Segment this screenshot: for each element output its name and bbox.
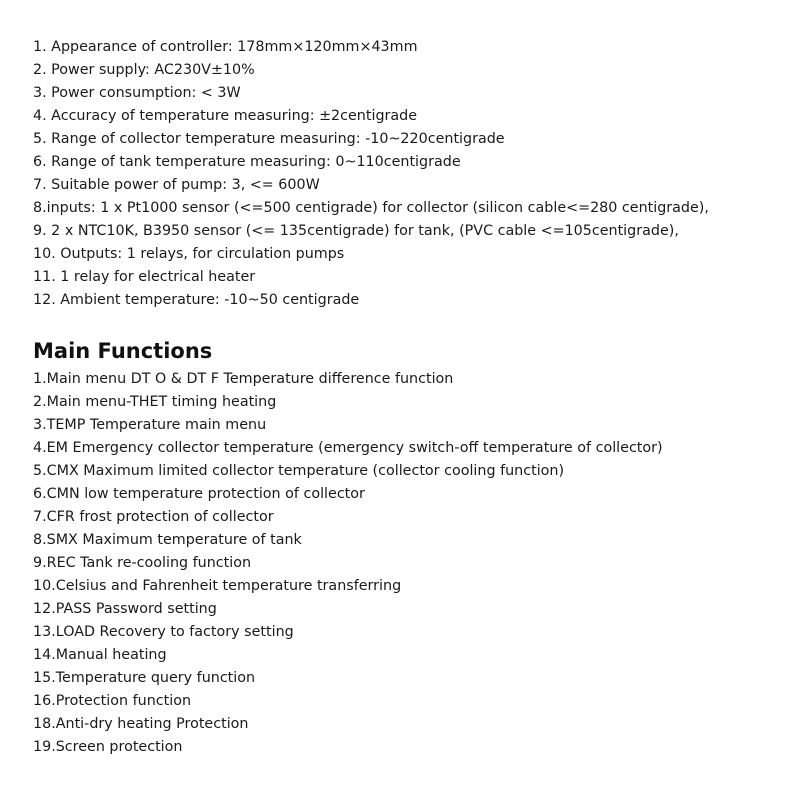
main-functions-list (33, 368, 793, 759)
spec-item: 3. Power consumption: < 3W (33, 85, 241, 101)
spec-item: 7. Suitable power of pump: 3, <= 600W (33, 177, 320, 193)
function-item: 15.Temperature query function (33, 670, 256, 686)
function-item: 12.PASS Password setting (33, 601, 217, 617)
function-item: 14.Manual heating (33, 647, 167, 663)
function-item: 8.SMX Maximum temperature of tank (33, 532, 302, 548)
function-item: 19.Screen protection (33, 739, 183, 755)
function-item: 4.EM Emergency collector temperature (emergency switch-off temperature of collector) (33, 440, 663, 456)
spec-item: 9. 2 x NTC10K, B3950 sensor (<= 135centigrade) for tank, (PVC cable <=105centigrade), (33, 223, 679, 239)
spec-item: 5. Range of collector temperature measuring: -10~220centigrade (33, 131, 505, 147)
spec-item: 2. Power supply: AC230V±10% (33, 62, 255, 78)
function-item: 9.REC Tank re-cooling function (33, 555, 252, 571)
function-item: 2.Main menu-THET timing heating (33, 394, 277, 410)
spec-item: 6. Range of tank temperature measuring: 0~110centigrade (33, 154, 461, 170)
function-item: 13.LOAD Recovery to factory setting (33, 624, 294, 640)
function-item: 5.CMX Maximum limited collector temperature (collector cooling function) (33, 463, 565, 479)
spec-item: 10. Outputs: 1 relays, for circulation pumps (33, 246, 345, 262)
spec-item: 11. 1 relay for electrical heater (33, 269, 256, 285)
spec-item: 4. Accuracy of temperature measuring: ±2centigrade (33, 108, 418, 124)
function-item: 7.CFR frost protection of collector (33, 509, 274, 525)
spec-item: 12. Ambient temperature: -10~50 centigrade (33, 292, 360, 308)
main-functions-heading: Main Functions (33, 339, 213, 363)
function-item: 1.Main menu DT O & DT F Temperature difference function (33, 371, 454, 387)
function-item: 16.Protection function (33, 693, 192, 709)
function-item: 18.Anti-dry heating Protection (33, 716, 249, 732)
specification-list (33, 36, 793, 312)
spec-item: 8.inputs: 1 x Pt1000 sensor (<=500 centigrade) for collector (silicon cable<=280 centigrade), (33, 200, 709, 216)
function-item: 3.TEMP Temperature main menu (33, 417, 267, 433)
function-item: 10.Celsius and Fahrenheit temperature transferring (33, 578, 402, 594)
spec-item: 1. Appearance of controller: 178mm×120mm×43mm (33, 39, 418, 55)
function-item: 6.CMN low temperature protection of collector (33, 486, 365, 502)
